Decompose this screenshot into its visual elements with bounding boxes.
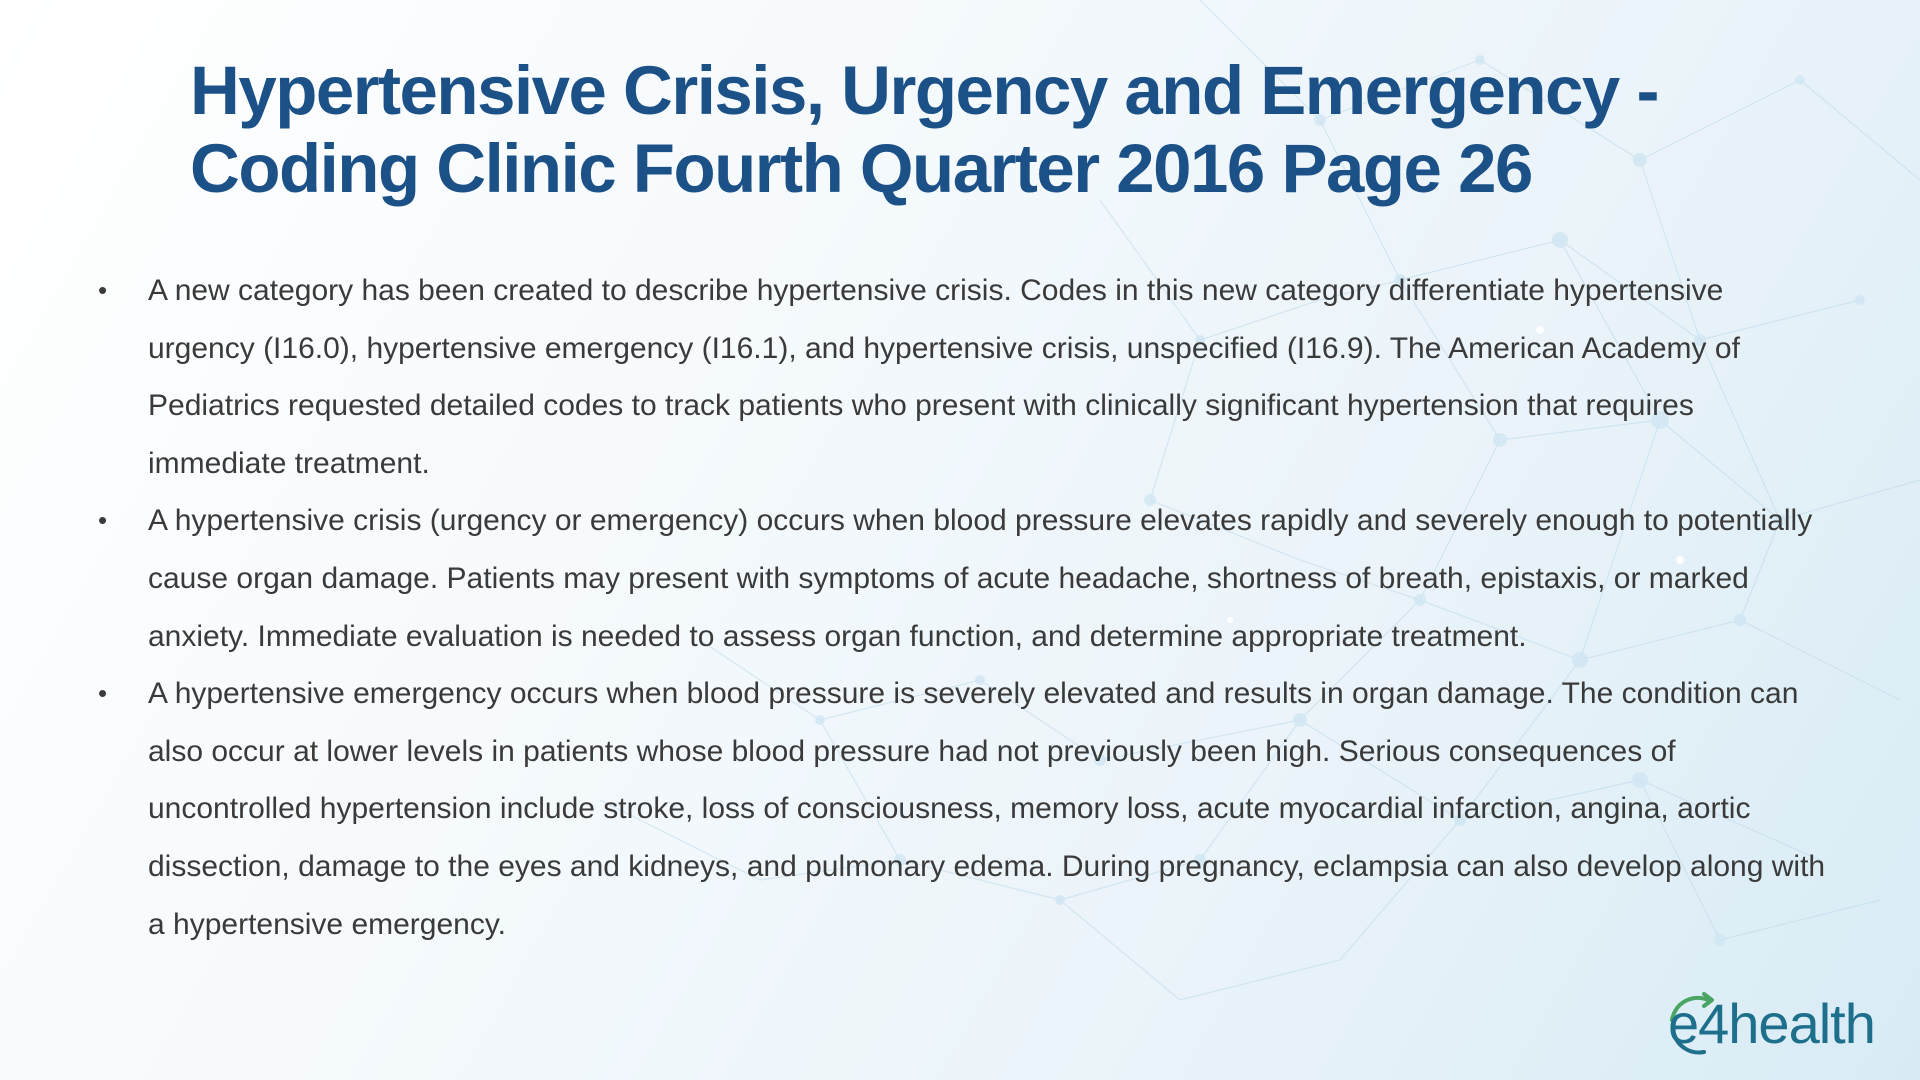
bullet-text: A hypertensive emergency occurs when blood pressure is severely elevated and results in organ damage. The condition can also occur at lower levels in patients whose blood pressure had not previously been high. Serious consequences of uncontrolled hypertension include stroke, loss of consciousness, memory loss, acute myocardial infarction, angina, aortic dissection, damage to the eyes and kidneys, and pulmonary edema. During pregnancy, eclampsia can also develop along with a hypertensive emergency. (148, 677, 1826, 941)
bullet-marker: • (98, 678, 108, 709)
slide-title (190, 52, 1790, 208)
slide-title-line-1: Hypertensive Crisis, Urgency and Emergency - (190, 52, 1658, 129)
bullet-list (98, 262, 1828, 953)
bullet-text: A new category has been created to describe hypertensive crisis. Codes in this new category differentiate hypertensive urgency (I16.0), hypertensive emergency (I16.1), and hypertensive crisis, unspecified (I16.9). The American Academy of Pediatrics requested detailed codes to track patients who present with clinically significant hypertension that requires immediate treatment. (148, 274, 1740, 480)
bullet-text: A hypertensive crisis (urgency or emergency) occurs when blood pressure elevates rapidly and severely enough to potentially cause organ damage. Patients may present with symptoms of acute headache, shortness of breath, epistaxis, or marked anxiety. Immediate evaluation is needed to assess organ function, and determine appropriate treatment. (148, 504, 1813, 653)
bullet-marker: • (98, 505, 108, 536)
bullet-item (98, 492, 1828, 665)
logo-text: e4health (1668, 992, 1875, 1055)
slide-title-line-2: Coding Clinic Fourth Quarter 2016 Page 26 (190, 130, 1532, 207)
bullet-item (98, 262, 1828, 492)
bullet-marker: • (98, 275, 108, 305)
e4health-logo (1668, 990, 1900, 1062)
bullet-item (98, 665, 1828, 953)
